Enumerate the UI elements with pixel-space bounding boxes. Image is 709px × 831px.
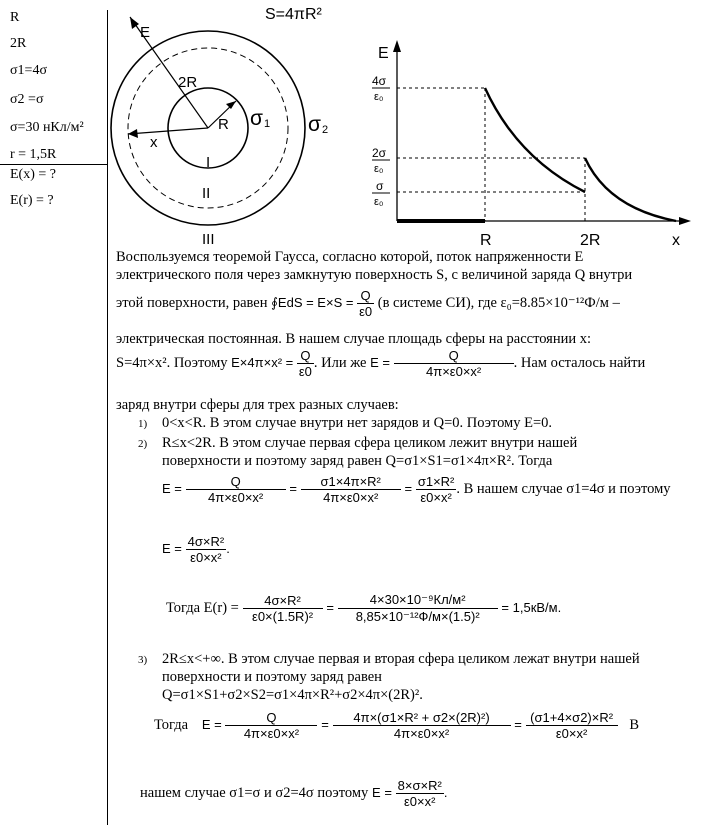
given-item: 2R <box>10 36 27 51</box>
area-formula: S=4πR² <box>265 6 322 23</box>
case-text: R≤x<2R. В этом случае первая сфера целиком лежит внутри нашей <box>162 435 578 451</box>
paragraph-line: заряд внутри сферы для трех разных случаев: <box>116 397 399 413</box>
paragraph-line-formula: этой поверхности, равен ∮EdS = E×S = $\frac{Q}{\varepsilon 0}$ (в системе СИ), где ε₀=8.85×10⁻¹²Ф/м – <box>116 288 620 319</box>
arrowhead-icon <box>226 101 236 109</box>
case-number: 2) <box>138 438 148 450</box>
paragraph-line: электрического поля через замкнутую поверхность S, с величиной заряда Q внутри <box>116 267 633 283</box>
label-2R: 2R <box>178 74 198 91</box>
case-text: 0<x<R. В этом случае внутри нет зарядов и Q=0. Поэтому E=0. <box>162 415 553 431</box>
formula-line: Тогда E(r) = $\frac{\text{4σ×R²}}{\text{ε0×(1.5R)²}}$ = $\frac{\text{4×30×10⁻⁹Кл/м²}}{\text{8,85×10⁻¹²Ф/м×(1.5)²}}$ = 1,5кВ/м. <box>166 592 562 624</box>
region-1: I <box>206 154 211 171</box>
formula-line: Тогда E = $\frac{Q}{\text{4π×ε0×x²}}$ = $\frac{\text{4π×(σ1×R² + σ2×(2R)²)}}{\text{4π×ε0×x²}}$ = $\frac{\text{(σ1+4×σ2)×R²}}{\text{ε0×x²}}$ В <box>154 710 640 741</box>
paragraph-line-formula: S=4π×x². Поэтому E×4π×x² = $\frac{Q}{\varepsilon 0}$ . Или же E = $\frac{Q}{\text{4π×ε0×x²}}$ . Нам осталось найти <box>116 348 646 379</box>
label-top-num: 4σ <box>372 74 387 88</box>
label-sigma1-sub: 1 <box>264 118 271 130</box>
arrowhead-icon <box>679 217 691 225</box>
given-item: σ2 =σ <box>10 92 44 107</box>
given-item: σ=30 нКл/м² <box>10 120 84 135</box>
y-axis-label: E <box>378 45 389 62</box>
case-text: поверхности и поэтому заряд равен Q=σ1×S1=σ1×4π×R². Тогда <box>162 453 553 469</box>
case-text: Q=σ1×S1+σ2×S2=σ1×4π×R²+σ2×4π×(2R)². <box>162 687 423 703</box>
label-mid-num: 2σ <box>372 146 387 160</box>
label-low-num: σ <box>376 179 384 193</box>
label-sigma2: σ <box>308 113 321 136</box>
find-item: E(x) = ? <box>10 167 56 182</box>
label-x: x <box>150 134 158 151</box>
label-low-den: ε₀ <box>374 196 384 208</box>
case-number: 3) <box>138 654 148 666</box>
label-E: E <box>140 24 151 41</box>
curve-outer-segment <box>585 158 676 221</box>
paragraph-line: Воспользуемся теоремой Гаусса, согласно которой, поток напряженности E <box>116 249 584 265</box>
field-graph <box>352 38 692 250</box>
paragraph-line: электрическая постоянная. В нашем случае площадь сферы на расстоянии x: <box>116 331 592 347</box>
label-sigma2-sub: 2 <box>322 124 329 136</box>
divider-horizontal <box>0 164 108 165</box>
label-sigma1: σ <box>250 107 263 130</box>
spheres-figure <box>110 5 350 245</box>
formula-line: E = $\frac{\text{4σ×R²}}{\text{ε0×x²}}$ . <box>162 534 230 565</box>
region-3: III <box>202 231 215 245</box>
label-R: R <box>218 116 229 133</box>
fraction: $\frac{Q}{\varepsilon 0}$ <box>359 288 373 319</box>
given-item: r = 1,5R <box>10 147 57 162</box>
formula-line: нашем случае σ1=σ и σ2=4σ поэтому E = $\frac{\text{8×σ×R²}}{\text{ε0×x²}}$ . <box>140 778 448 809</box>
arrowhead-icon <box>393 40 401 52</box>
formula-line: E = $\frac{Q}{\text{4π×ε0×x²}}$ = $\frac{\text{σ1×4π×R²}}{\text{4π×ε0×x²}}$ = $\frac{\text{σ1×R²}}{\text{ε0×x²}}$ . В нашем случае σ1=4σ и поэтому <box>162 474 671 505</box>
curve-middle-segment <box>485 88 585 192</box>
x-axis-label: x <box>672 232 680 249</box>
divider-vertical <box>107 10 108 825</box>
label-mid-den: ε₀ <box>374 163 384 175</box>
case-text: поверхности и поэтому заряд равен <box>162 669 382 685</box>
tick-2R: 2R <box>580 232 601 249</box>
tick-R: R <box>480 232 492 249</box>
find-item: E(r) = ? <box>10 193 54 208</box>
label-top-den: ε₀ <box>374 91 384 103</box>
case-text: 2R≤x<+∞. В этом случае первая и вторая сфера целиком лежат внутри нашей <box>162 651 640 667</box>
given-item: σ1=4σ <box>10 63 47 78</box>
region-2: II <box>202 185 211 202</box>
case-number: 1) <box>138 418 148 430</box>
given-item: R <box>10 10 20 25</box>
arrowhead-icon <box>128 129 138 138</box>
